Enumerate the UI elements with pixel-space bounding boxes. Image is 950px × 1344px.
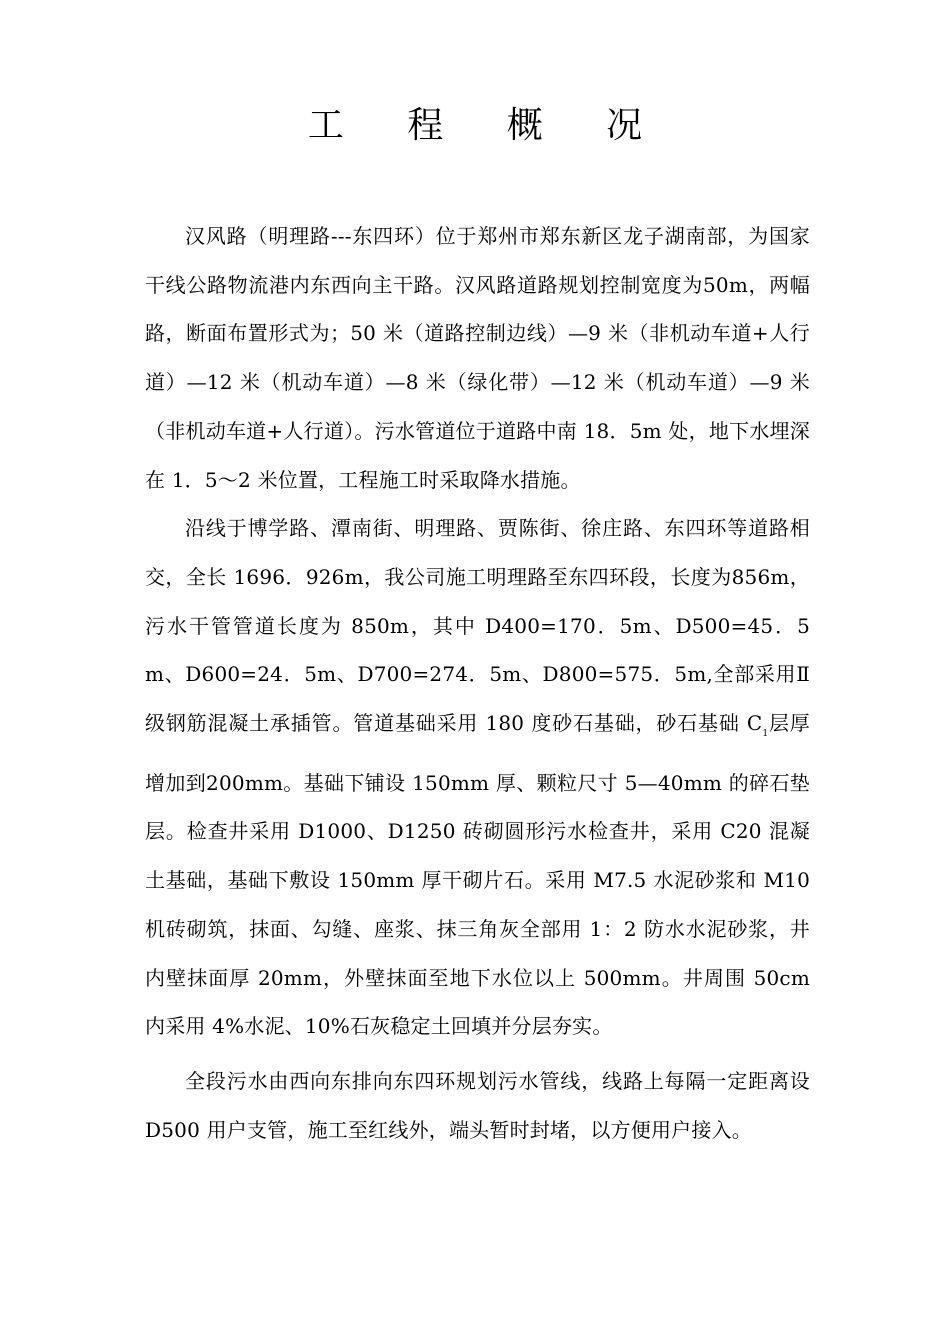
page-title: 工 程 概 况 [307,105,669,146]
paragraph-pipeline-details [145,504,810,1051]
paragraph-pipeline-details-part2: 层厚增加到200mm。基础下铺设 150mm 厚、颗粒尺寸 5—40mm 的碎石垫层。检查井采用 D1000、D1250 砖砌圆形污水检查井，采用 C20 混凝土基础，基础下敷设 150mm 厚干砌片石。采用 M7.5 水泥砂浆和 M10 机砖砌筑，抹面、勾缝、座浆、抹三角灰全部用 1：2 防水水泥砂浆，井内壁抹面厚 20mm，外壁抹面至地下水位以上 500mm。井周围 50cm 内采用 4%水泥、10%石灰稳定土回填并分层夯实。 [145,711,810,1039]
document-body [145,212,810,1154]
paragraph-pipeline-details-part1: 沿线于博学路、潭南街、明理路、贾陈街、徐庄路、东四环等道路相交，全长 1696．926m，我公司施工明理路至东四环段，长度为856m，污水干管管道长度为 850m，其中 D400=170．5m、D500=45．5m、D600=24．5m、D700=274．5m、D800=575．5m,全部采用Ⅱ级钢筋混凝土承插管。管道基础采用 180 度砂石基础，砂石基础 C [145,516,810,736]
paragraph-drainage: 全段污水由西向东排向东四环规划污水管线，线路上每隔一定距离设 D500 用户支管，施工至红线外，端头暂时封堵，以方便用户接入。 [145,1068,810,1142]
paragraph-overview: 汉风路（明理路---东四环）位于郑州市郑东新区龙子湖南部，为国家干线公路物流港内东西向主干路。汉风路道路规划控制宽度为50m，两幅路，断面布置形式为；50 米（道路控制边线）—9 米（非机动车道+人行道）—12 米（机动车道）—8 米（绿化带）—12 米（机动车道）—9 米（非机动车道+人行道）。污水管道位于道路中南 18．5m 处，地下水埋深在 1．5～2 米位置，工程施工时采取降水措施。 [145,224,810,492]
subscript-marker: 1 [762,729,769,740]
